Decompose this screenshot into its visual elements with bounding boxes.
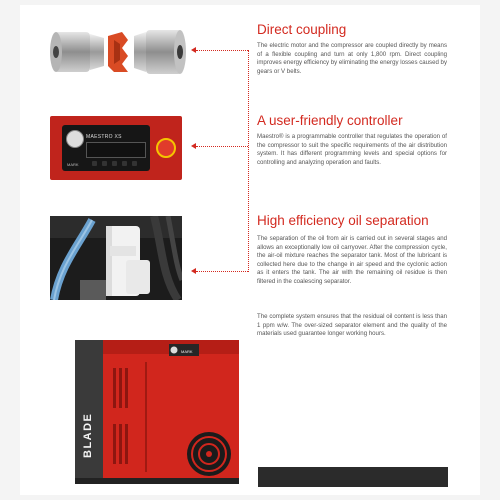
section-title-controller: A user-friendly controller — [257, 113, 403, 128]
controller-key-icon — [102, 161, 107, 166]
controller-display — [62, 125, 150, 171]
section-text-controller: Maestro® is a programmable controller that regulates the operation of the compressor to suit the specific requirements of the air distribution system. It has different programming levels and special options for controlling and analyzing operation and faults. — [257, 133, 447, 166]
connector-line — [196, 271, 248, 272]
controller-screen — [86, 142, 146, 158]
section-title-oil-separation: High efficiency oil separation — [257, 213, 429, 228]
connector-vertical-line — [248, 50, 249, 272]
section-title-direct-coupling: Direct coupling — [257, 22, 347, 37]
oil-separator-image — [50, 216, 182, 300]
flexible-coupling-image — [48, 18, 188, 86]
section-text-oil-separation: The separation of the oil from air is carried out in several stages and allows an exceptionally low oil carryover. After the compression cycle, the air-oil mixture reaches the separator tank. Most of the lubricant is collected here due to the change in air speed and the cyclonic action as it enters the tank. The air with the remaining oil residue is then filtered in the coalescing separator. — [257, 235, 447, 285]
arrow-icon — [191, 143, 196, 149]
controller-key-icon — [122, 161, 127, 166]
controller-brand: MARK — [67, 162, 79, 167]
section-text-direct-coupling: The electric motor and the compressor are coupled directly by means of a flexible coupling and turn at only 1,800 rpm. Direct coupling improves energy efficiency by eliminating the energy losses caused by gears or V belts. — [257, 42, 447, 75]
brand-logo-icon — [66, 130, 84, 148]
arrow-icon — [191, 268, 196, 274]
section-text-oil-content: The complete system ensures that the residual oil content is less than 1 ppm w/w. The over-sized separator element and the quality of the materials used guarantee longer working hours. — [257, 313, 447, 338]
footer-bar — [258, 467, 448, 487]
compressor-machine-image — [73, 338, 243, 486]
controller-panel-image — [50, 116, 182, 180]
machine-badge-text: MARK — [181, 349, 193, 354]
controller-key-icon — [132, 161, 137, 166]
controller-key-icon — [92, 161, 97, 166]
controller-label: MAESTRO XS — [86, 134, 122, 140]
connector-line — [196, 50, 248, 51]
machine-side-text: BLADE — [82, 412, 94, 458]
arrow-icon — [191, 47, 196, 53]
connector-line — [196, 146, 248, 147]
controller-key-icon — [112, 161, 117, 166]
emergency-stop-icon — [156, 138, 176, 158]
